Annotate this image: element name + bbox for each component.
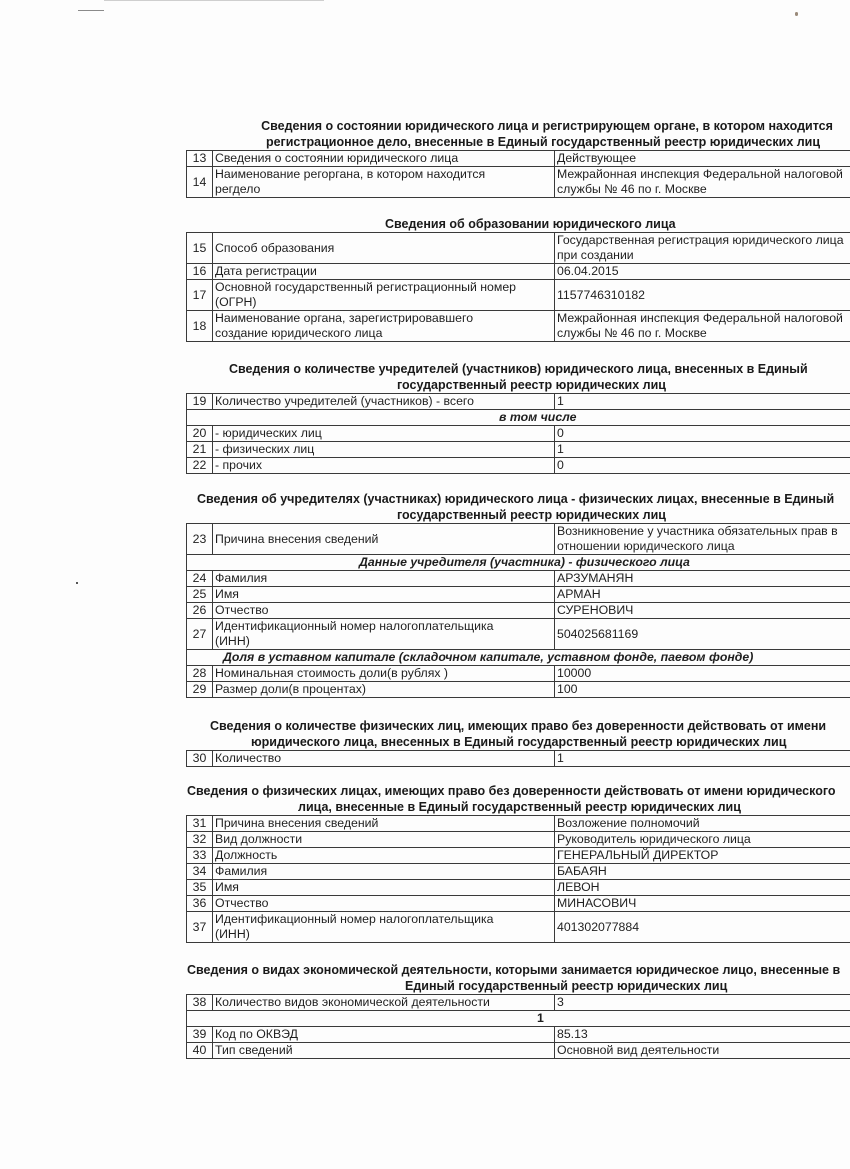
- table-row: [187, 896, 850, 912]
- row-value-line: Межрайонная инспекция Федеральной налоговой: [557, 167, 843, 181]
- row-number: 19: [187, 394, 213, 410]
- data-table: [186, 523, 850, 698]
- row-label-line: Основной государственный регистрационный номер: [215, 280, 517, 294]
- row-value: 06.04.2015: [555, 264, 850, 280]
- table-row: [187, 995, 850, 1011]
- table-row: [187, 587, 850, 603]
- section-legal-entity-formation: [186, 216, 850, 342]
- row-number: 40: [187, 1043, 213, 1059]
- row-label: Тип сведений: [213, 1043, 555, 1059]
- row-label: Отчество: [213, 896, 555, 912]
- row-label: Количество видов экономической деятельности: [213, 995, 555, 1011]
- section-title: государственный реестр юридических лиц: [397, 508, 666, 522]
- row-label: [213, 912, 555, 943]
- row-value: 0: [555, 426, 850, 442]
- table-row: [187, 1043, 850, 1059]
- section-title: Единый государственный реестр юридических лиц: [405, 979, 728, 993]
- row-number: 25: [187, 587, 213, 603]
- section-economic-activities: [186, 962, 850, 1059]
- row-number: 21: [187, 442, 213, 458]
- section-title: государственный реестр юридических лиц: [397, 378, 666, 392]
- row-number: 24: [187, 571, 213, 587]
- table-row: [187, 442, 850, 458]
- scan-artifact-dot: [76, 582, 78, 584]
- table-row: [187, 264, 850, 280]
- row-value: 1: [555, 394, 850, 410]
- section-title: Сведения о видах экономической деятельности, которыми занимается юридическое лицо, внесенные в: [187, 963, 841, 977]
- row-label: Количество: [213, 751, 555, 767]
- section-title: юридического лица, внесенных в Единый государственный реестр юридических лиц: [251, 735, 787, 749]
- row-number: 39: [187, 1027, 213, 1043]
- section-legal-entity-status: [186, 118, 850, 198]
- data-table: [186, 994, 850, 1059]
- row-value: АРЗУМАНЯН: [555, 571, 850, 587]
- row-value-line: отношении юридического лица: [557, 539, 735, 553]
- row-number: 35: [187, 880, 213, 896]
- row-label: Номинальная стоимость доли(в рублях ): [213, 666, 555, 682]
- row-label: Количество учредителей (участников) - всего: [213, 394, 555, 410]
- row-label: Фамилия: [213, 864, 555, 880]
- row-label-line: Идентификационный номер налогоплательщика: [215, 619, 494, 633]
- row-label: Имя: [213, 587, 555, 603]
- row-value: 10000: [555, 666, 850, 682]
- row-label-line: Наименование регоргана, в котором находится: [215, 167, 486, 181]
- row-label: Размер доли(в процентах): [213, 682, 555, 698]
- data-table: [186, 232, 850, 342]
- table-row: [187, 151, 850, 167]
- row-label: [213, 619, 555, 650]
- row-label: Должность: [213, 848, 555, 864]
- row-label: [213, 167, 555, 198]
- subheader: Доля в уставном капитале (складочном капитале, уставном фонде, паевом фонде): [187, 650, 850, 666]
- table-row: [187, 751, 850, 767]
- table-row: [187, 524, 850, 555]
- row-number: 13: [187, 151, 213, 167]
- row-label-line: (ОГРН): [215, 295, 257, 309]
- row-number: 29: [187, 682, 213, 698]
- row-value-line: Государственная регистрация юридического лица: [557, 233, 844, 247]
- row-number: 26: [187, 603, 213, 619]
- row-label: Способ образования: [213, 233, 555, 264]
- table-row: [187, 571, 850, 587]
- section-title: Сведения о состоянии юридического лица и регистрирующем органе, в котором находится: [261, 119, 833, 133]
- row-number: 14: [187, 167, 213, 198]
- row-value: АРМАН: [555, 587, 850, 603]
- table-row: [187, 280, 850, 311]
- table-row: [187, 848, 850, 864]
- row-value: Возложение полномочий: [555, 816, 850, 832]
- row-value: ГЕНЕРАЛЬНЫЙ ДИРЕКТОР: [555, 848, 850, 864]
- table-row: [187, 619, 850, 650]
- row-label: Код по ОКВЭД: [213, 1027, 555, 1043]
- section-authorized-persons: [186, 783, 850, 943]
- scan-artifact-line: [104, 0, 324, 1]
- row-number: 27: [187, 619, 213, 650]
- row-label-line: создание юридического лица: [215, 326, 383, 340]
- table-row: [187, 880, 850, 896]
- row-number: 36: [187, 896, 213, 912]
- row-value: 0: [555, 458, 850, 474]
- row-value: 1: [555, 751, 850, 767]
- row-number: 37: [187, 912, 213, 943]
- subheader: в том числе: [187, 410, 850, 426]
- scan-artifact-mark: [78, 10, 104, 11]
- section-title: Сведения об образовании юридического лица: [385, 217, 676, 231]
- row-number: 18: [187, 311, 213, 342]
- row-number: 28: [187, 666, 213, 682]
- row-value-line: Межрайонная инспекция Федеральной налоговой: [557, 311, 843, 325]
- row-value: 1: [555, 442, 850, 458]
- data-table: [186, 750, 850, 767]
- table-row: [187, 394, 850, 410]
- row-label: - физических лиц: [213, 442, 555, 458]
- row-number: 33: [187, 848, 213, 864]
- row-label-line: регдело: [215, 182, 261, 196]
- table-row: [187, 311, 850, 342]
- row-label: Причина внесения сведений: [213, 816, 555, 832]
- section-title: регистрационное дело, внесенные в Единый государственный реестр юридических лиц: [265, 135, 821, 149]
- row-value: Действующее: [555, 151, 850, 167]
- row-value: СУРЕНОВИЧ: [555, 603, 850, 619]
- row-value: [555, 167, 850, 198]
- row-number: 20: [187, 426, 213, 442]
- row-value-line: службы № 46 по г. Москве: [557, 182, 707, 196]
- section-title: Сведения о количестве учредителей (участников) юридического лица, внесенных в Единый: [229, 362, 808, 376]
- table-subheader-row: [187, 410, 850, 426]
- table-subheader-row: [187, 555, 850, 571]
- row-value: 1157746310182: [555, 280, 850, 311]
- row-value: Руководитель юридического лица: [555, 832, 850, 848]
- row-label-line: (ИНН): [215, 927, 250, 941]
- section-founders-count: [186, 361, 850, 474]
- row-label: Сведения о состоянии юридического лица: [213, 151, 555, 167]
- row-value: 100: [555, 682, 850, 698]
- scan-artifact-dot: [795, 12, 798, 16]
- row-number: 32: [187, 832, 213, 848]
- row-number: 17: [187, 280, 213, 311]
- table-row: [187, 912, 850, 943]
- row-number: 30: [187, 751, 213, 767]
- row-number: 15: [187, 233, 213, 264]
- table-row: [187, 1027, 850, 1043]
- table-row: [187, 864, 850, 880]
- row-label: - юридических лиц: [213, 426, 555, 442]
- row-label-line: Идентификационный номер налогоплательщика: [215, 912, 494, 926]
- row-number: 38: [187, 995, 213, 1011]
- row-value: [555, 311, 850, 342]
- row-value-line: Возникновение у участника обязательных прав в: [557, 524, 838, 538]
- row-number: 22: [187, 458, 213, 474]
- row-label-line: (ИНН): [215, 634, 250, 648]
- row-label-line: Наименование органа, зарегистрировавшего: [215, 311, 474, 325]
- table-row: [187, 832, 850, 848]
- data-table: [186, 393, 850, 474]
- row-label: Фамилия: [213, 571, 555, 587]
- row-value: 401302077884: [555, 912, 850, 943]
- table-row: [187, 666, 850, 682]
- row-value: ЛЕВОН: [555, 880, 850, 896]
- table-row: [187, 233, 850, 264]
- section-authorized-persons-count: [186, 718, 850, 767]
- table-row: [187, 167, 850, 198]
- row-number: 31: [187, 816, 213, 832]
- row-value: Основной вид деятельности: [555, 1043, 850, 1059]
- section-founders-individuals: [186, 491, 850, 698]
- data-table: [186, 150, 850, 198]
- row-value-line: при создании: [557, 248, 634, 262]
- row-value: 85.13: [555, 1027, 850, 1043]
- row-label: [213, 280, 555, 311]
- table-row: [187, 458, 850, 474]
- row-label: Отчество: [213, 603, 555, 619]
- table-row: [187, 603, 850, 619]
- row-label: - прочих: [213, 458, 555, 474]
- row-value: [555, 524, 850, 555]
- table-row: [187, 682, 850, 698]
- row-value-line: службы № 46 по г. Москве: [557, 326, 707, 340]
- row-value: 3: [555, 995, 850, 1011]
- section-title: Сведения о физических лицах, имеющих право без доверенности действовать от имени юридического: [187, 784, 836, 798]
- table-row: [187, 816, 850, 832]
- subheader: 1: [187, 1011, 850, 1027]
- row-value: БАБАЯН: [555, 864, 850, 880]
- row-value: 504025681169: [555, 619, 850, 650]
- row-number: 34: [187, 864, 213, 880]
- table-row: [187, 426, 850, 442]
- section-title: лица, внесенные в Единый государственный реестр юридических лиц: [298, 800, 741, 814]
- row-number: 16: [187, 264, 213, 280]
- section-title: Сведения об учредителях (участниках) юридического лица - физических лицах, внесенные в Единый: [197, 492, 835, 506]
- row-number: 23: [187, 524, 213, 555]
- table-subheader-row: [187, 650, 850, 666]
- row-label: Причина внесения сведений: [213, 524, 555, 555]
- row-label: Вид должности: [213, 832, 555, 848]
- table-subheader-row: [187, 1011, 850, 1027]
- data-table: [186, 815, 850, 943]
- row-value: [555, 233, 850, 264]
- row-label: [213, 311, 555, 342]
- section-title: Сведения о количестве физических лиц, имеющих право без доверенности действовать от имени: [210, 719, 827, 733]
- row-value: МИНАСОВИЧ: [555, 896, 850, 912]
- subheader: Данные учредителя (участника) - физического лица: [187, 555, 850, 571]
- row-label: Имя: [213, 880, 555, 896]
- row-label: Дата регистрации: [213, 264, 555, 280]
